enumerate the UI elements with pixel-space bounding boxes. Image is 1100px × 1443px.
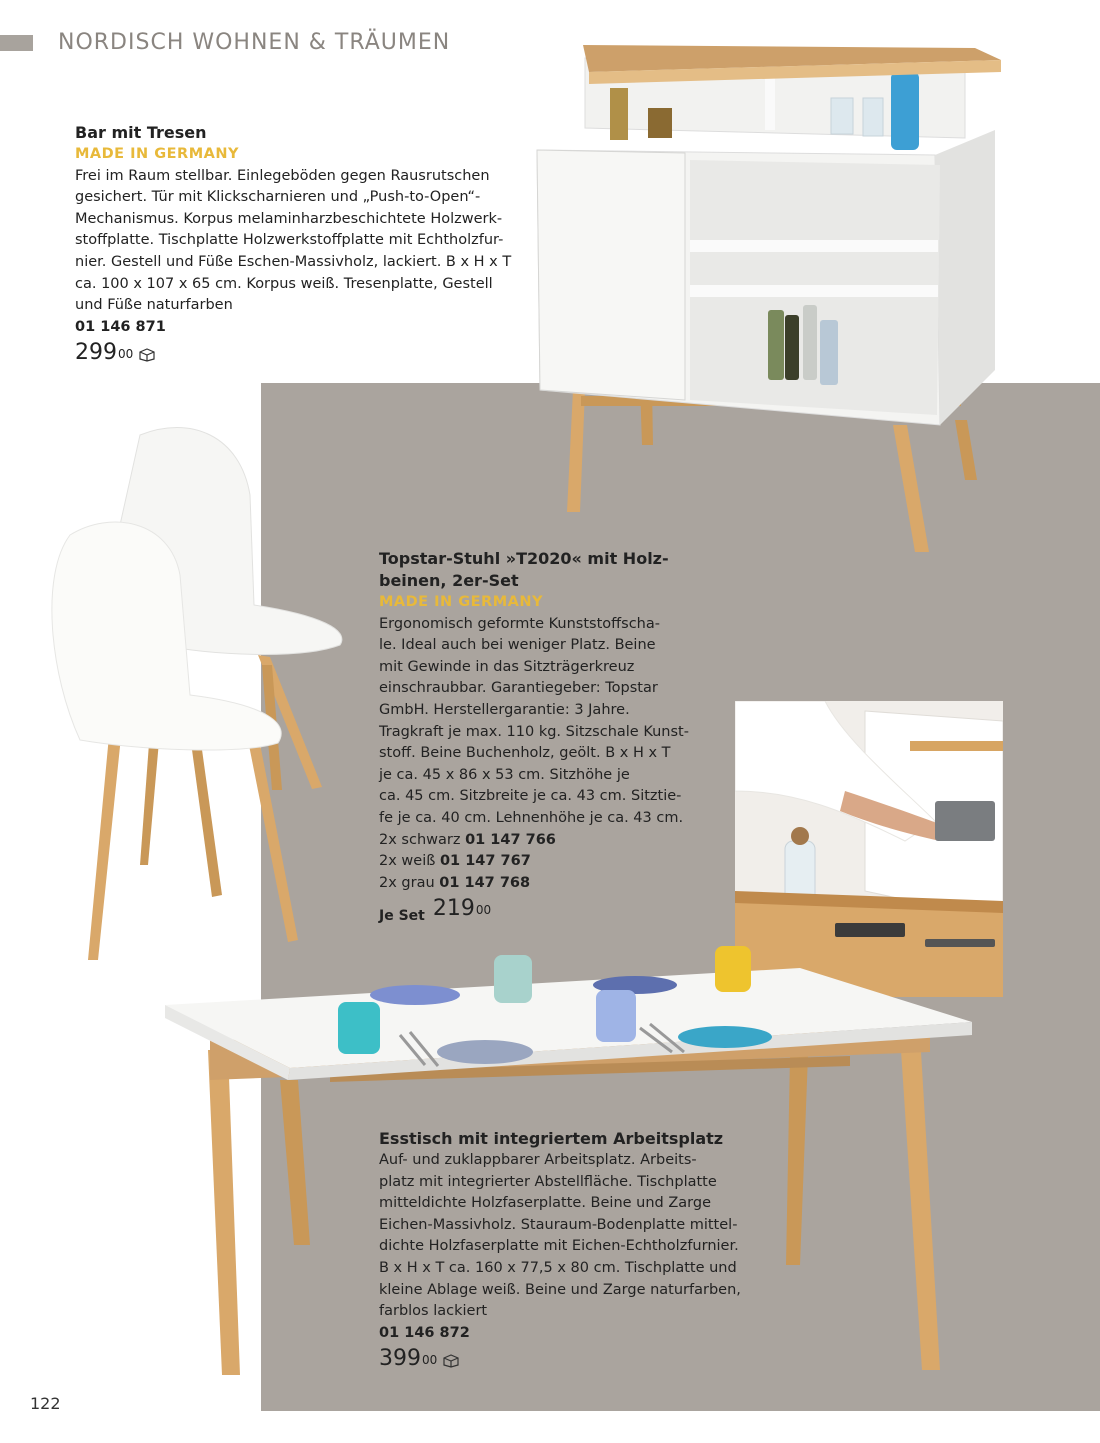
chair-variant-article: 01 147 768 — [439, 874, 531, 891]
chair-made-in-label: MADE IN GERMANY — [379, 594, 543, 610]
page-header-title: NORDISCH WOHNEN & TRÄUMEN — [58, 30, 451, 55]
bar-made-in-label: MADE IN GERMANY — [75, 146, 239, 162]
table-article-number: 01 146 872 — [379, 1324, 470, 1341]
bar-desc-line: Frei im Raum stellbar. Einlegeböden gegen Rausrutschen — [75, 167, 490, 184]
table-desc-line: dichte Holzfaserplatte mit Eichen-Echtholzfurnier. — [379, 1238, 739, 1255]
chair-variant-label: 2x grau — [379, 874, 435, 891]
chair-variant — [379, 830, 719, 852]
bar-cabinet-image — [525, 30, 1005, 560]
table-desc-line: farblos lackiert — [379, 1303, 488, 1320]
table-price — [379, 1348, 759, 1372]
chair-desc-line: ca. 45 cm. Sitzbreite je ca. 43 cm. Sitztie- — [379, 788, 682, 805]
package-icon — [139, 348, 155, 362]
chair-product-block — [379, 548, 719, 928]
chair-variant-article: 01 147 767 — [439, 853, 531, 870]
table-desc-line: mitteldichte Holzfaserplatte. Beine und Zarge — [379, 1195, 712, 1212]
chair-variant-article: 01 147 766 — [465, 831, 556, 848]
chair-desc-line: Ergonomisch geformte Kunststoffscha- — [379, 615, 660, 632]
package-icon — [443, 1354, 459, 1368]
table-desc-line: kleine Ablage weiß. Beine und Zarge naturfarben, — [379, 1281, 741, 1298]
chair-variant-label: 2x weiß — [379, 853, 436, 870]
table-price-main: 399 — [379, 1346, 421, 1372]
chair-desc-line: mit Gewinde in das Sitzträgerkreuz — [379, 658, 635, 675]
table-desc-line: Eichen-Massivholz. Stauraum-Bodenplatte mittel- — [379, 1216, 738, 1233]
chair-variant — [379, 851, 719, 873]
table-desc-line: platz mit integrierter Abstellfläche. Tischplatte — [379, 1173, 717, 1190]
bar-desc-line: nier. Gestell und Füße Eschen-Massivholz, lackiert. B x H x T — [75, 253, 512, 270]
chair-desc-line: je ca. 45 x 86 x 53 cm. Sitzhöhe je — [379, 766, 630, 783]
chair-product-title: Topstar-Stuhl »T2020« mit Holz- — [379, 549, 669, 568]
table-desc-line: B x H x T ca. 160 x 77,5 x 80 cm. Tischplatte und — [379, 1259, 737, 1276]
bar-desc-line: gesichert. Tür mit Klickscharnieren und „Push-to-Open“- — [75, 189, 481, 206]
bar-product-block — [75, 122, 515, 366]
bar-desc-line: und Füße naturfarben — [75, 297, 233, 314]
chair-product-title: beinen, 2er-Set — [379, 571, 519, 590]
chair-variant-label: 2x schwarz — [379, 831, 461, 848]
table-product-title: Esstisch mit integriertem Arbeitsplatz — [379, 1129, 724, 1148]
chair-variant — [379, 873, 719, 895]
bar-desc-line: stoffplatte. Tischplatte Holzwerkstoffplatte mit Echtholzfur- — [75, 232, 504, 249]
chair-desc-line: einschraubbar. Garantiegeber: Topstar — [379, 680, 658, 697]
chair-price-cents: 00 — [475, 903, 492, 918]
bar-price-cents: 00 — [118, 347, 134, 362]
chair-desc-line: stoff. Beine Buchenholz, geölt. B x H x T — [379, 745, 671, 762]
chair-price — [379, 898, 719, 928]
bar-desc-line: ca. 100 x 107 x 65 cm. Korpus weiß. Tresenplatte, Gestell — [75, 275, 493, 292]
chair-desc-line: le. Ideal auch bei weniger Platz. Beine — [379, 637, 656, 654]
chair-price-main: 219 — [432, 896, 475, 922]
bar-desc-line: Mechanismus. Korpus melaminharzbeschichtete Holzwerk- — [75, 210, 503, 227]
bar-product-title: Bar mit Tresen — [75, 123, 207, 142]
bar-price — [75, 342, 515, 366]
table-price-cents: 00 — [422, 1353, 438, 1368]
chair-desc-line: fe je ca. 40 cm. Lehnenhöhe je ca. 43 cm. — [379, 809, 684, 826]
table-product-block — [379, 1128, 759, 1372]
chair-price-prefix: Je Set — [379, 908, 425, 925]
chairs-image — [40, 425, 370, 970]
chair-desc-line: Tragkraft je max. 110 kg. Sitzschale Kunst- — [379, 723, 689, 740]
table-desc-line: Auf- und zuklappbarer Arbeitsplatz. Arbeits- — [379, 1152, 697, 1168]
page-number: 122 — [30, 1394, 61, 1413]
bar-price-main: 299 — [75, 340, 117, 366]
chair-desc-line: GmbH. Herstellergarantie: 3 Jahre. — [379, 701, 630, 718]
header-accent-bar — [0, 35, 33, 51]
bar-article-number: 01 146 871 — [75, 318, 166, 335]
